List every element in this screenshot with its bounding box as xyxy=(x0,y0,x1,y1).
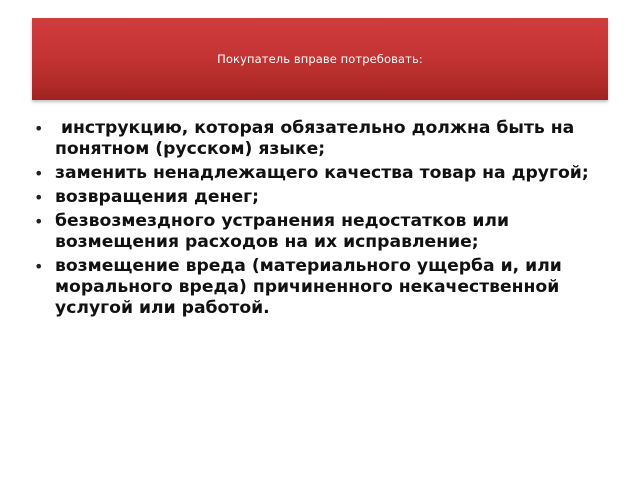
bullet-icon: • xyxy=(34,257,44,276)
bullet-icon: • xyxy=(34,212,44,231)
bullet-text: возмещение вреда (материального ущерба и, или морального вреда) причиненного некачественной услугой или работой. xyxy=(55,256,562,318)
bullet-text: безвозмездного устранения недостатков или возмещения расходов на их исправление; xyxy=(55,211,510,252)
bullet-item xyxy=(32,187,612,208)
bullet-item xyxy=(32,211,612,253)
bullet-icon: • xyxy=(34,164,44,183)
bullet-item xyxy=(32,256,612,319)
slide-content xyxy=(32,118,612,322)
slide-title: Покупатель вправе потребовать: xyxy=(217,52,423,66)
bullet-text: инструкцию, которая обязательно должна быть на понятном (русском) языке; xyxy=(55,118,581,159)
bullet-item xyxy=(32,118,612,160)
title-band xyxy=(32,18,608,100)
bullet-list xyxy=(32,118,612,319)
bullet-icon: • xyxy=(34,119,44,138)
bullet-text: заменить ненадлежащего качества товар на другой; xyxy=(55,163,589,183)
bullet-text: возвращения денег; xyxy=(55,187,259,207)
bullet-item xyxy=(32,163,612,184)
bullet-icon: • xyxy=(34,188,44,207)
